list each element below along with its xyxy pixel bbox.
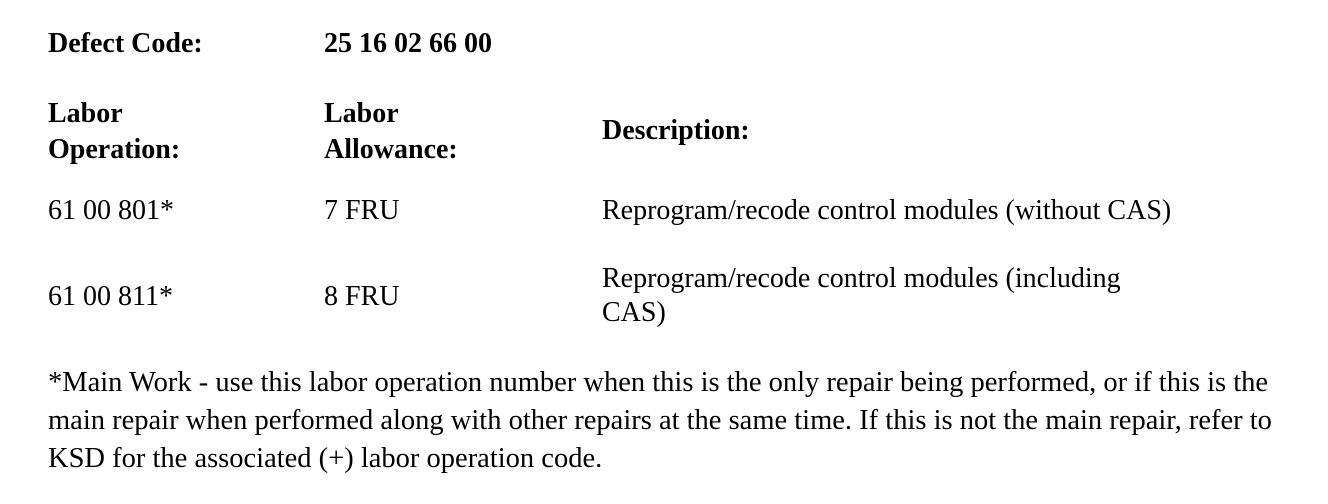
table-header-row [48,96,1308,168]
header-labor-allowance-line1: Labor [324,98,399,129]
defect-code-label: Defect Code: [48,28,203,59]
header-labor-operation [48,96,318,168]
header-description: Description: [602,115,750,146]
table-row [48,262,1308,332]
row-description: Reprogram/recode control modules (without CAS) [602,195,1172,226]
row-allowance: 8 FRU [324,281,400,312]
row-description-line2: CAS) [602,297,666,328]
table-row [48,194,1308,230]
header-labor-operation-line1: Labor [48,98,123,129]
defect-code-value: 25 16 02 66 00 [324,28,492,59]
row-description [602,262,1302,330]
header-labor-allowance-line2: Allowance: [324,134,458,165]
row-operation: 61 00 801* [48,195,174,226]
row-allowance: 7 FRU [324,195,400,226]
header-labor-operation-line2: Operation: [48,134,181,165]
main-work-footnote: *Main Work - use this labor operation number when this is the only repair being performed, or if this is the main repair when performed along with other repairs at the same time. If this is not the main repair, refer to KSD for the associated (+) labor operation code. [48,367,1272,474]
row-description-line1: Reprogram/recode control modules (including [602,263,1121,294]
row-operation: 61 00 811* [48,281,173,312]
header-labor-allowance [324,96,594,168]
defect-code-row [48,26,1308,64]
